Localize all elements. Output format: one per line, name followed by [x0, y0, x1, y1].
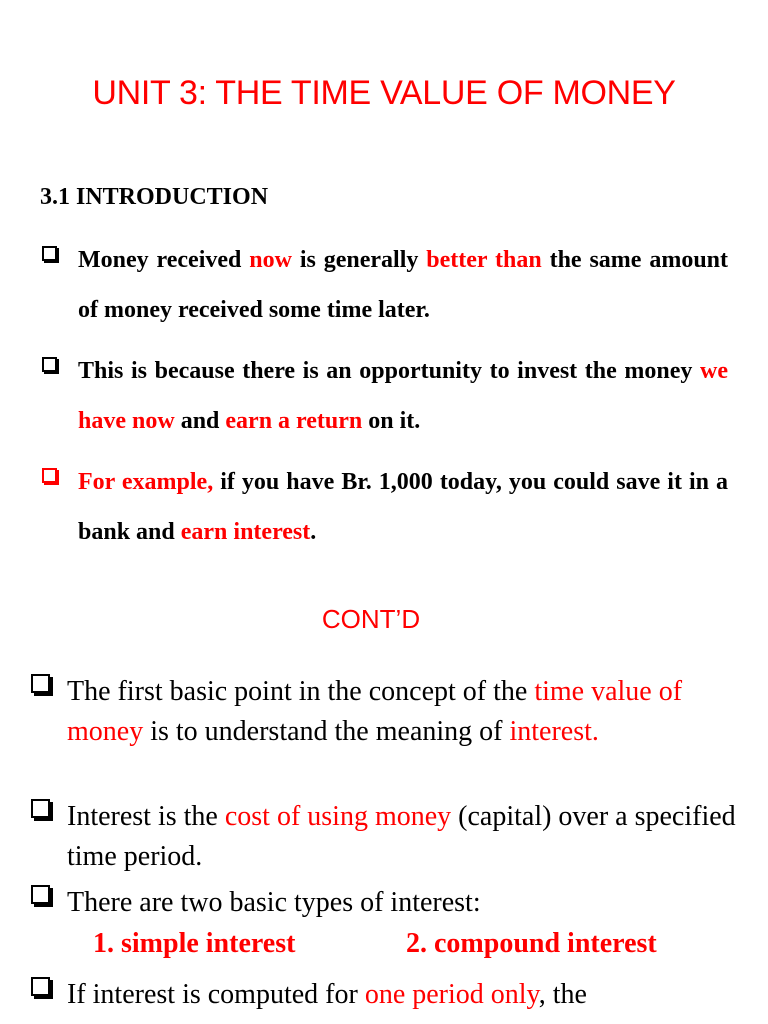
text-run: , the — [538, 979, 587, 1010]
highlight-text: earn a return — [225, 408, 363, 434]
interest-type-compound: 2. compound interest — [406, 928, 657, 959]
bullet-paragraph — [67, 883, 737, 923]
checkbox-bullet-icon — [31, 799, 50, 818]
bullet-paragraph — [78, 235, 728, 335]
highlight-text: one period only — [364, 979, 539, 1010]
bullet-paragraph — [67, 672, 737, 752]
checkbox-bullet-icon — [31, 885, 50, 904]
text-run: the same amount of money received some time later. — [78, 247, 729, 323]
text-run: is generally — [291, 247, 427, 273]
text-run: Interest is the — [67, 801, 225, 832]
checkbox-bullet-icon — [42, 246, 57, 261]
bullet-paragraph — [67, 797, 737, 877]
highlight-text: better than — [426, 247, 542, 273]
checkbox-bullet-icon — [42, 468, 57, 483]
text-run: If interest is computed for — [67, 979, 365, 1010]
highlight-text: For example, — [78, 469, 214, 495]
text-run: This is because there is an opportunity to invest the money — [78, 358, 701, 384]
section-heading-contd: CONT’D — [321, 604, 421, 634]
highlight-text: time value of money — [67, 676, 683, 747]
highlight-text: interest. — [509, 716, 599, 747]
highlight-text: earn interest — [180, 519, 311, 545]
highlight-text: we have now — [78, 358, 728, 434]
text-run: is to understand the meaning of — [143, 716, 510, 747]
interest-type-simple: 1. simple interest — [93, 928, 296, 959]
text-run: and — [174, 408, 226, 434]
text-run: if you have Br. 1,000 today, you could save it in a bank and — [78, 469, 728, 545]
section-heading: 3.1 INTRODUCTION — [40, 184, 269, 210]
bullet-paragraph — [78, 346, 728, 446]
text-run: The first basic point in the concept of the — [67, 676, 535, 707]
text-run: . — [310, 519, 317, 545]
bullet-paragraph — [78, 457, 728, 557]
text-run: Money received — [78, 247, 250, 273]
checkbox-bullet-icon — [31, 674, 50, 693]
checkbox-bullet-icon — [42, 357, 57, 372]
checkbox-bullet-icon — [31, 977, 50, 996]
page-title: UNIT 3: THE TIME VALUE OF MONEY — [92, 74, 676, 112]
text-run: on it. — [362, 408, 421, 434]
bullet-paragraph — [67, 975, 737, 1015]
text-run: There are two basic types of interest: — [67, 887, 481, 918]
highlight-text: now — [249, 247, 292, 273]
text-run: (capital) over a specified time period. — [67, 801, 736, 872]
highlight-text: cost of using money — [224, 801, 452, 832]
